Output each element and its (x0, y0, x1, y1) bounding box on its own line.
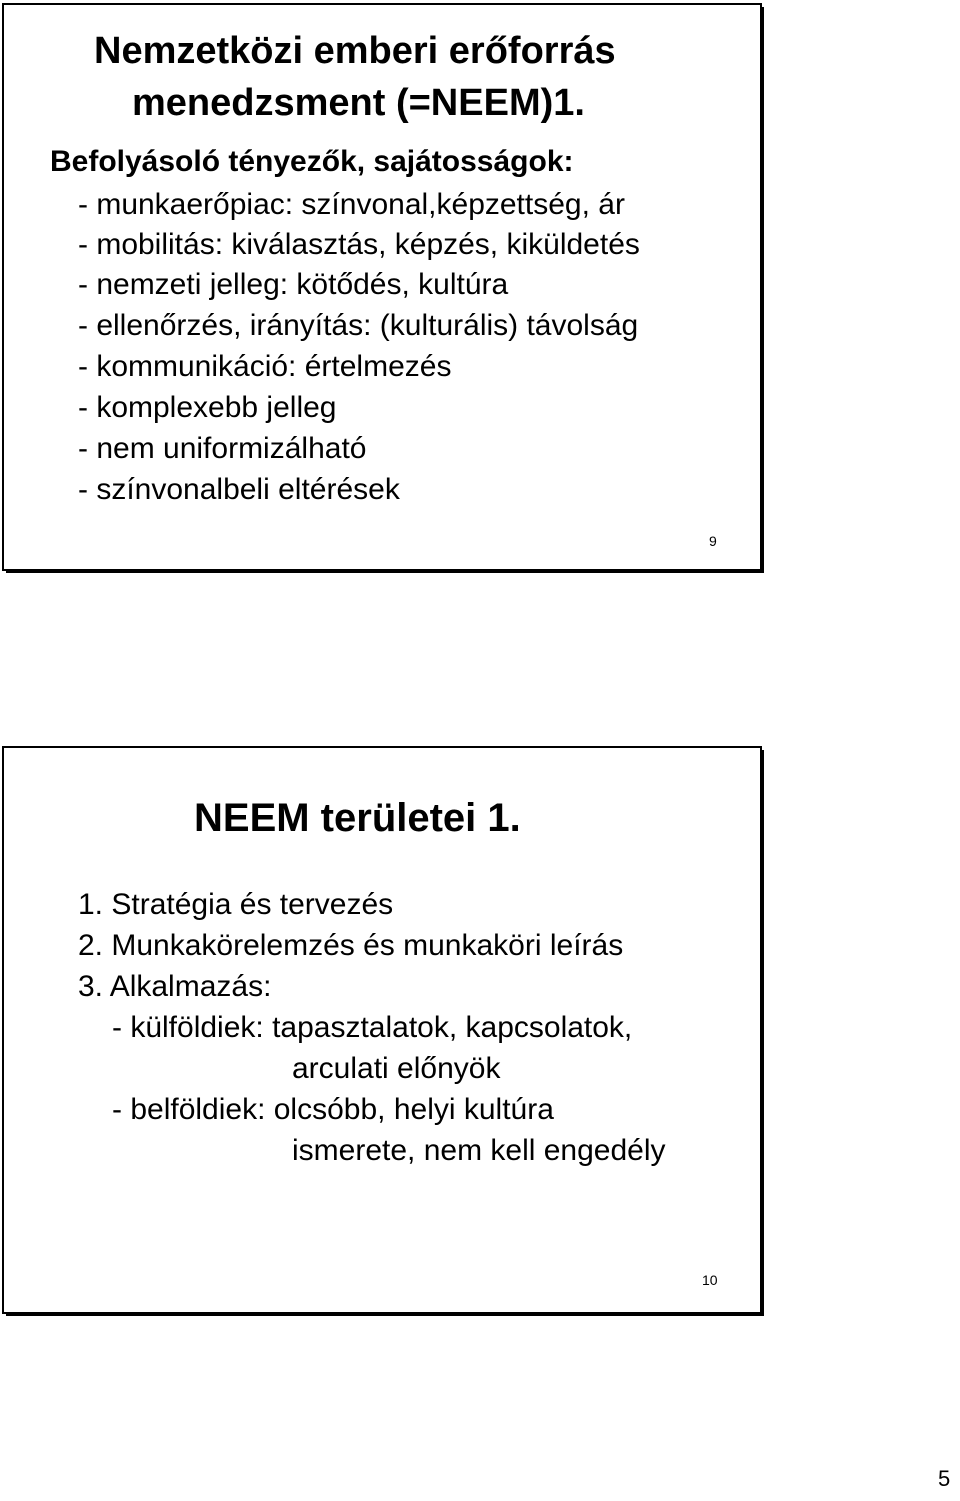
list-item: - ellenőrzés, irányítás: (kulturális) távolság (78, 309, 639, 342)
list-item: - komplexebb jelleg (78, 391, 337, 424)
list-item: - belföldiek: olcsóbb, helyi kultúra (112, 1093, 554, 1126)
list-item: - színvonalbeli eltérések (78, 473, 400, 506)
slide-title-line-1: Nemzetközi emberi erőforrás (94, 30, 616, 72)
slide-number: 9 (709, 533, 717, 549)
list-item: 3. Alkalmazás: (78, 970, 272, 1003)
list-item: 1. Stratégia és tervezés (78, 888, 394, 921)
list-item: - kommunikáció: értelmezés (78, 350, 452, 383)
slide-number: 10 (702, 1272, 718, 1288)
list-item: 2. Munkakörelemzés és munkaköri leírás (78, 929, 624, 962)
slide-subtitle: Befolyásoló tényezők, sajátosságok: (50, 145, 574, 178)
list-item: arculati előnyök (292, 1052, 501, 1085)
list-item: - nem uniformizálható (78, 432, 367, 465)
page-number: 5 (938, 1466, 951, 1491)
slide-9 (2, 3, 762, 571)
slide-10 (2, 746, 762, 1314)
slide-title-line-2: menedzsment (=NEEM)1. (132, 82, 585, 124)
list-item: - nemzeti jelleg: kötődés, kultúra (78, 268, 509, 301)
list-item: - külföldiek: tapasztalatok, kapcsolatok, (112, 1011, 633, 1044)
slide-title: NEEM területei 1. (194, 796, 521, 840)
list-item: ismerete, nem kell engedély (292, 1134, 666, 1167)
list-item: - munkaerőpiac: színvonal,képzettség, ár (78, 188, 625, 221)
list-item: - mobilitás: kiválasztás, képzés, kiküldetés (78, 228, 640, 261)
